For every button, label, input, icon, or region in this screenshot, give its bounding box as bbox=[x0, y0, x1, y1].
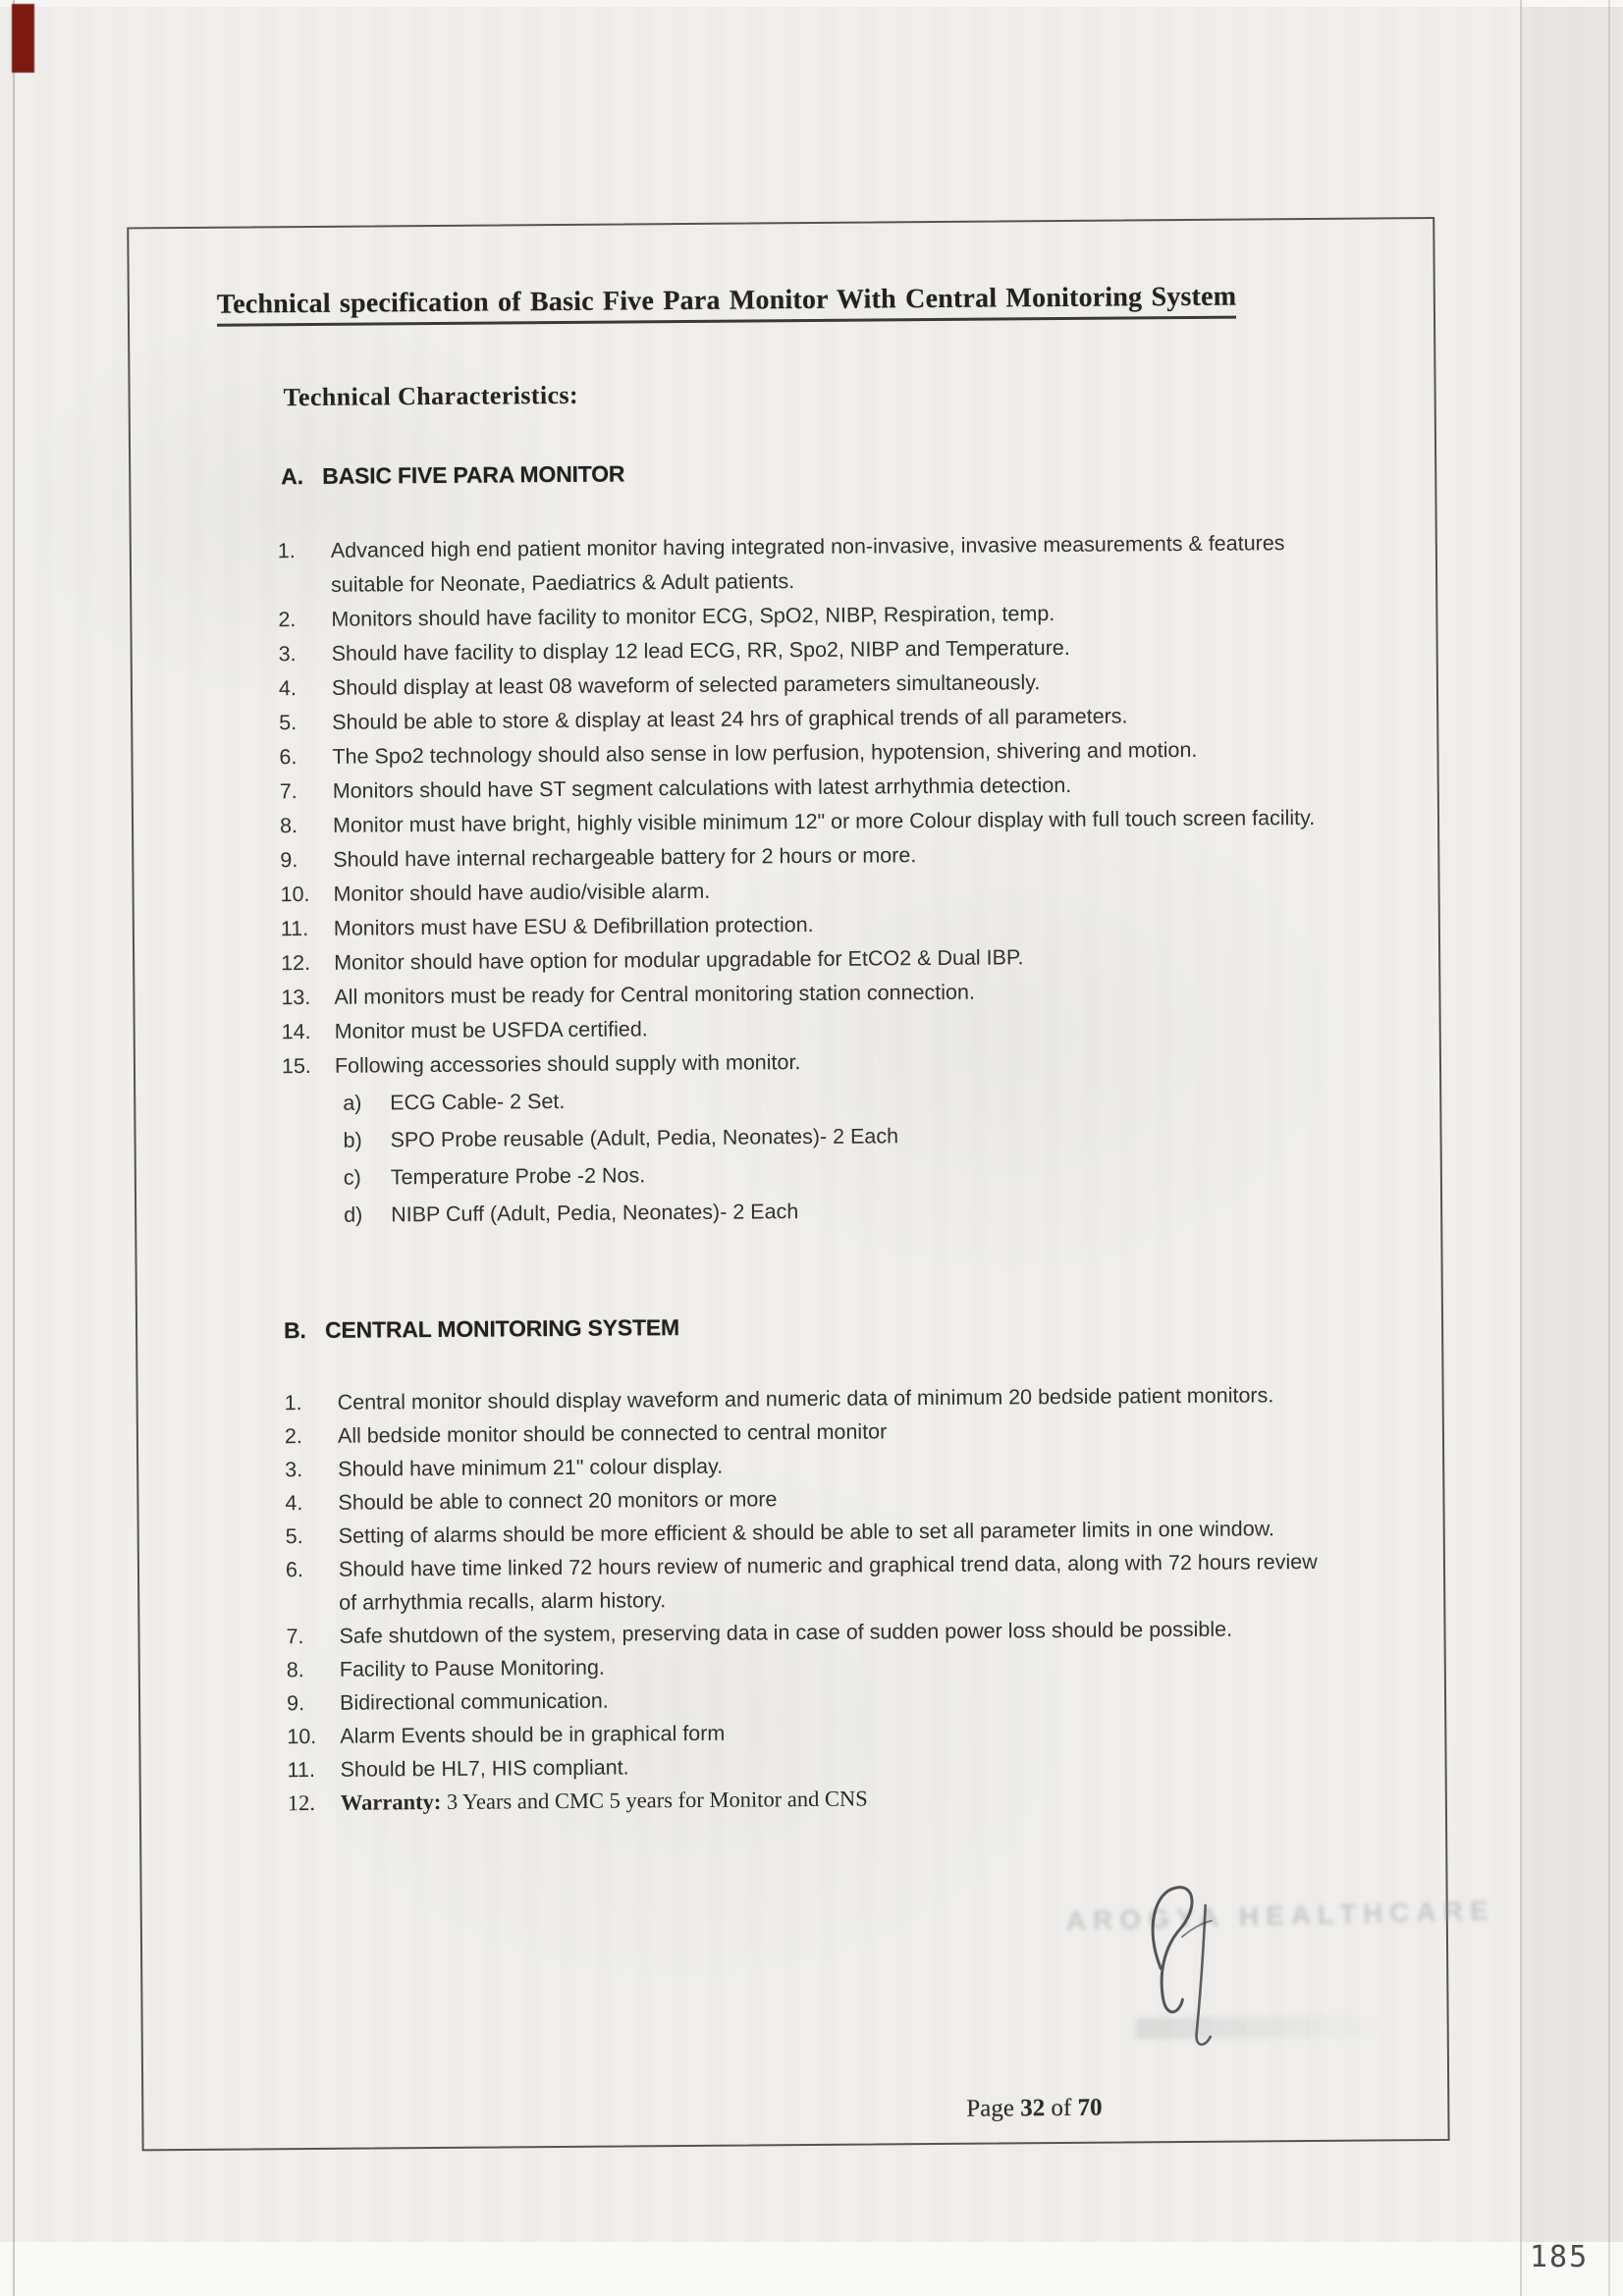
item-number: 9. bbox=[286, 1691, 305, 1716]
item-text: Temperature Probe -2 Nos. bbox=[390, 1163, 646, 1190]
footer-word-of: of bbox=[1051, 2094, 1072, 2122]
section-a-letter: A. bbox=[281, 463, 303, 490]
warranty-text: 3 Years and CMC 5 years for Monitor and CNS bbox=[441, 1786, 868, 1814]
item-text: Facility to Pause Monitoring. bbox=[339, 1655, 605, 1682]
item-number: 3. bbox=[285, 1458, 303, 1482]
item-letter: c) bbox=[343, 1165, 361, 1190]
item-number: 4. bbox=[278, 676, 297, 701]
item-text: Alarm Events should be in graphical form bbox=[340, 1721, 726, 1748]
item-number: 5. bbox=[285, 1524, 303, 1549]
item-number: 6. bbox=[285, 1558, 304, 1582]
item-text: Following accessories should supply with monitor. bbox=[334, 1050, 801, 1078]
item-text: Monitor should have option for modular upgradable for EtCO2 & Dual IBP. bbox=[334, 945, 1024, 975]
item-number: 2. bbox=[284, 1424, 302, 1449]
scan-page-number: 185 bbox=[1530, 2240, 1590, 2274]
item-text: Safe shutdown of the system, preserving data in case of sudden power loss should be possible. bbox=[339, 1617, 1233, 1648]
item-number: 8. bbox=[286, 1658, 304, 1682]
list-item bbox=[282, 1041, 1336, 1084]
signature-mark bbox=[1132, 1877, 1261, 2055]
item-text: Should have minimum 21" colour display. bbox=[338, 1454, 724, 1481]
item-text: ECG Cable- 2 Set. bbox=[390, 1089, 566, 1115]
item-number: 5. bbox=[279, 711, 298, 735]
section-b-letter: B. bbox=[283, 1317, 306, 1344]
item-number: 13. bbox=[281, 986, 311, 1010]
list-item bbox=[278, 526, 1333, 603]
item-text: Should have facility to display 12 lead ECG, RR, Spo2, NIBP and Temperature. bbox=[331, 635, 1070, 666]
item-letter: d) bbox=[344, 1202, 363, 1227]
watermark-stamp: AROGYA HEALTHCARE bbox=[1065, 1895, 1495, 1937]
item-text: Advanced high end patient monitor having integrated non-invasive, invasive measurements & features suitable for Neonate, Paediatrics & Adult patients. bbox=[330, 531, 1285, 597]
item-text: Should be able to connect 20 monitors or more bbox=[338, 1487, 778, 1515]
section-b-heading bbox=[284, 1314, 679, 1344]
item-text: Central monitor should display waveform and numeric data of minimum 20 bedside patient monitors. bbox=[337, 1383, 1274, 1415]
item-number: 4. bbox=[285, 1491, 303, 1516]
section-b-list bbox=[285, 1378, 1323, 1820]
item-text: Bidirectional communication. bbox=[339, 1688, 609, 1715]
item-number: 8. bbox=[279, 814, 298, 838]
item-number: 11. bbox=[280, 917, 309, 941]
item-text: Monitors must have ESU & Defibrillation protection. bbox=[333, 912, 814, 940]
item-text: SPO Probe reusable (Adult, Pedia, Neonates)- 2 Each bbox=[390, 1124, 899, 1152]
item-text: Should have time linked 72 hours review of numeric and graphical trend data, along with 72 hours review of arrhythmia recalls, alarm history. bbox=[338, 1549, 1318, 1615]
item-text: Monitors should have facility to monitor ECG, SpO2, NIBP, Respiration, temp. bbox=[331, 602, 1055, 631]
section-a-list bbox=[278, 526, 1338, 1233]
section-b-title: CENTRAL MONITORING SYSTEM bbox=[324, 1314, 680, 1343]
item-number: 1. bbox=[284, 1391, 302, 1415]
item-number: 2. bbox=[278, 608, 297, 632]
item-number: 9. bbox=[280, 848, 298, 873]
footer-word-page: Page bbox=[966, 2095, 1015, 2122]
item-text: Monitor must have bright, highly visible minimum 12" or more Colour display with full touch screen facility. bbox=[332, 805, 1316, 837]
item-number: 3. bbox=[278, 642, 297, 667]
item-number: 7. bbox=[279, 779, 298, 804]
footer-page-total: 70 bbox=[1077, 2094, 1103, 2121]
document-subtitle: Technical Characteristics: bbox=[283, 380, 579, 412]
warranty-label: Warranty: bbox=[340, 1789, 442, 1815]
item-number: 6. bbox=[279, 745, 298, 770]
accessory-item bbox=[282, 1079, 1336, 1121]
item-text: Monitors should have ST segment calculations with latest arrhythmia detection. bbox=[332, 773, 1072, 803]
item-text: Setting of alarms should be more efficient & should be able to set all parameter limits in one window. bbox=[338, 1517, 1275, 1548]
item-number: 7. bbox=[286, 1625, 304, 1649]
item-letter: b) bbox=[343, 1128, 362, 1152]
section-a-title: BASIC FIVE PARA MONITOR bbox=[322, 460, 625, 489]
footer-page-current: 32 bbox=[1020, 2095, 1046, 2122]
footer-page-indicator bbox=[966, 2095, 1102, 2123]
item-text: All bedside monitor should be connected to central monitor bbox=[337, 1419, 888, 1448]
list-item bbox=[286, 1545, 1322, 1620]
item-text: Should be able to store & display at least 24 hrs of graphical trends of all parameters. bbox=[332, 704, 1128, 734]
item-text: NIBP Cuff (Adult, Pedia, Neonates)- 2 Each bbox=[391, 1200, 799, 1227]
item-number: 11. bbox=[287, 1757, 315, 1783]
item-number: 1. bbox=[277, 539, 296, 563]
section-a-heading bbox=[281, 460, 624, 490]
item-number: 10. bbox=[287, 1724, 317, 1749]
item-text: Should display at least 08 waveform of selected parameters simultaneously. bbox=[331, 670, 1041, 700]
item-text: All monitors must be ready for Central monitoring station connection. bbox=[334, 980, 975, 1009]
item-letter: a) bbox=[343, 1091, 362, 1115]
item-number: 12. bbox=[287, 1789, 316, 1816]
item-text: Should have internal rechargeable battery for 2 hours or more. bbox=[333, 843, 917, 872]
item-text: The Spo2 technology should also sense in low perfusion, hypotension, shivering and motion. bbox=[332, 737, 1198, 769]
item-number: 14. bbox=[281, 1020, 311, 1044]
document-title: Technical specification of Basic Five Para Monitor With Central Monitoring System bbox=[217, 282, 1237, 327]
item-number: 12. bbox=[281, 951, 311, 976]
accessory-item bbox=[282, 1116, 1336, 1158]
item-number: 15. bbox=[281, 1053, 311, 1079]
item-text: Monitor must be USFDA certified. bbox=[334, 1017, 648, 1043]
item-text: Monitor should have audio/visible alarm. bbox=[333, 879, 711, 906]
accessory-item bbox=[283, 1153, 1337, 1196]
item-number: 10. bbox=[280, 882, 310, 907]
item-text: Should be HL7, HIS compliant. bbox=[340, 1755, 629, 1782]
